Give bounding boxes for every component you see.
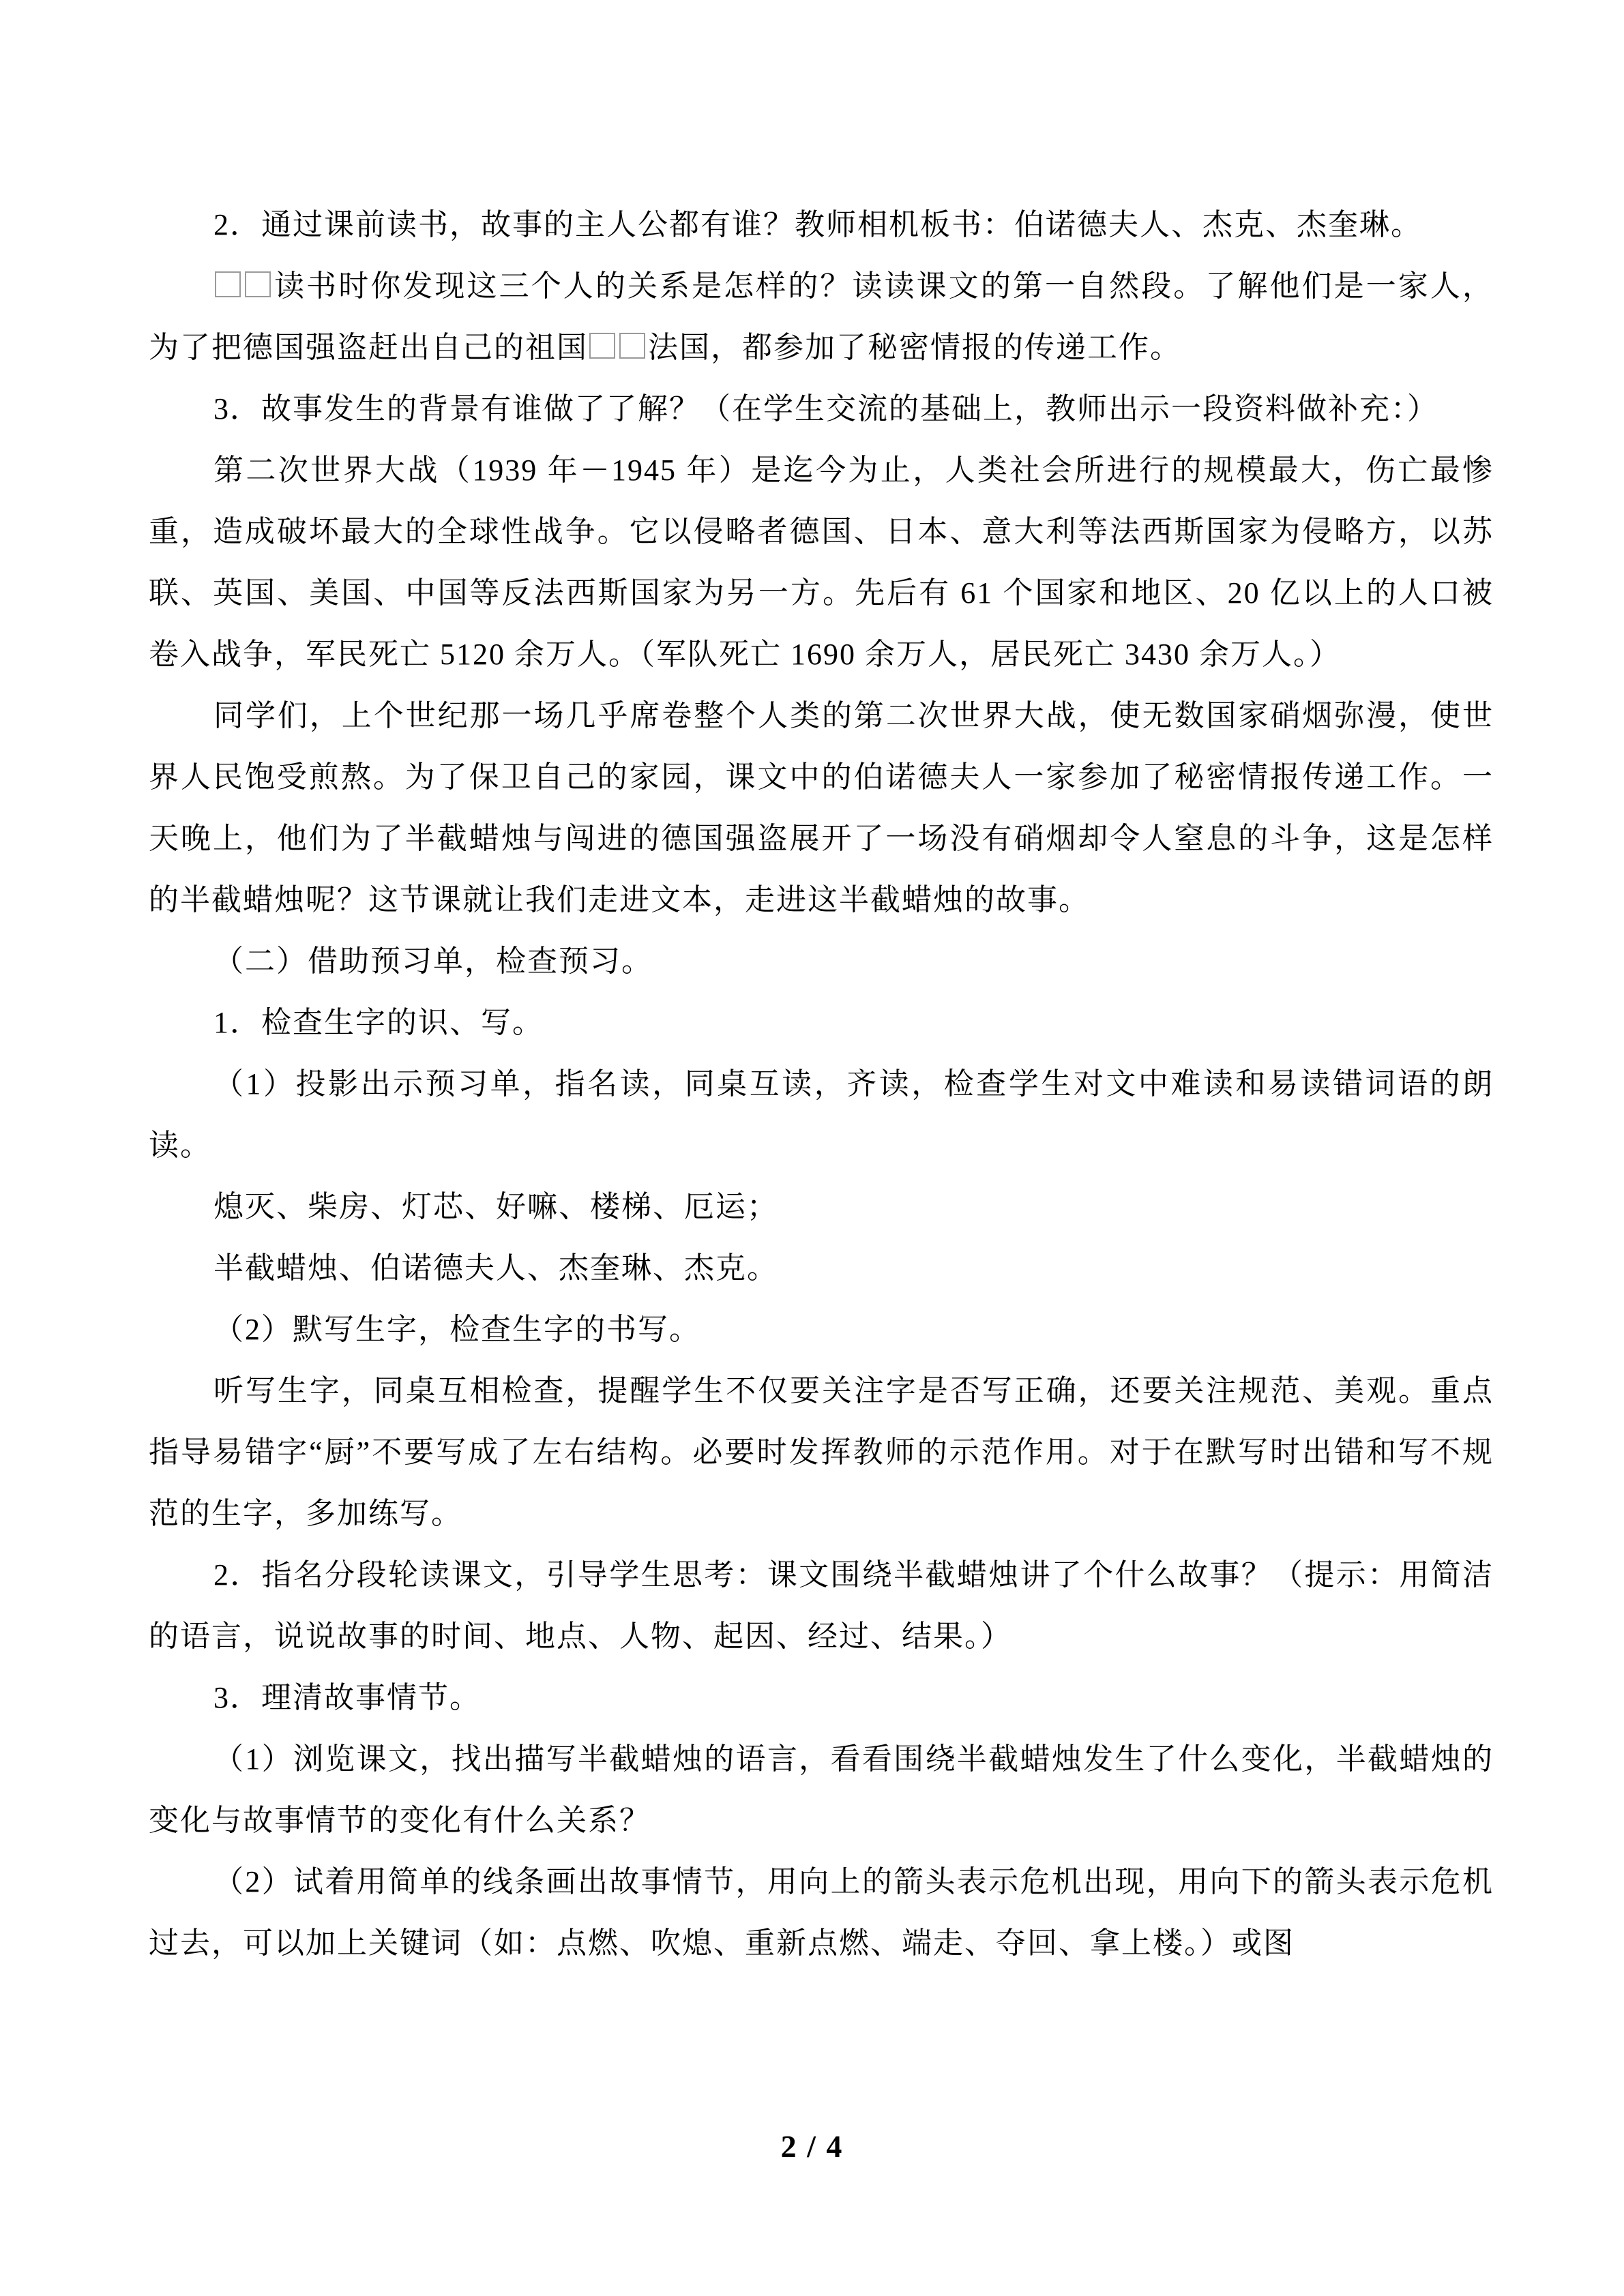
paragraph: （2）试着用简单的线条画出故事情节，用向上的箭头表示危机出现，用向下的箭头表示危机过去，可以加上关键词（如：点燃、吹熄、重新点燃、端走、夺回、拿上楼。）或图: [149, 1865, 1494, 1960]
paragraph: 熄灭、柴房、灯芯、好嘛、楼梯、厄运；: [213, 1190, 778, 1223]
paragraph: 1．检查生字的识、写。: [213, 1006, 544, 1039]
paragraph: 听写生字，同桌互相检查，提醒学生不仅要关注字是否写正确，还要关注规范、美观。重点指导易错字“厨”不要写成了左右结构。必要时发挥教师的示范作用。对于在默写时出错和写不规范的生字，多加练写。: [149, 1374, 1494, 1530]
paragraph: 同学们，上个世纪那一场几乎席卷整个人类的第二次世界大战，使无数国家硝烟弥漫，使世界人民饱受煎熬。为了保卫自己的家园，课文中的伯诺德夫人一家参加了秘密情报传递工作。一天晚上，他们为了半截蜡烛与闯进的德国强盗展开了一场没有硝烟却令人窒息的斗争，这是怎样的半截蜡烛呢？这节课就让我们走进文本，走进这半截蜡烛的故事。: [149, 699, 1494, 916]
paragraph: （2）默写生字，检查生字的书写。: [213, 1313, 700, 1346]
missing-glyph-box: [589, 333, 615, 359]
paragraph: 3．理清故事情节。: [213, 1681, 481, 1714]
paragraph: （二）借助预习单，检查预习。: [213, 944, 653, 978]
paragraph: （1）投影出示预习单，指名读，同桌互读，齐读，检查学生对文中难读和易读错词语的朗读。: [149, 1067, 1494, 1162]
paragraph: 读书时你发现这三个人的关系是怎样的？读读课文的第一自然段。了解他们是一家人，为了把德国强盗赶出自己的祖国 法国，都参加了秘密情报的传递工作。: [149, 269, 1494, 364]
paragraph: 2．指名分段轮读课文，引导学生思考：课文围绕半截蜡烛讲了个什么故事？（提示：用简洁的语言，说说故事的时间、地点、人物、起因、经过、结果。）: [149, 1558, 1494, 1653]
page-number: 2 / 4: [780, 2129, 844, 2164]
paragraph: 2．通过课前读书，故事的主人公都有谁？教师相机板书：伯诺德夫人、杰克、杰奎琳。: [213, 208, 1422, 241]
document-body: [149, 194, 1494, 1974]
paragraph: 3．故事发生的背景有谁做了了解？（在学生交流的基础上，教师出示一段资料做补充：）: [213, 392, 1438, 426]
paragraph: 第二次世界大战（1939 年－1945 年）是迄今为止，人类社会所进行的规模最大，伤亡最惨重，造成破坏最大的全球性战争。它以侵略者德国、日本、意大利等法西斯国家为侵略方，以苏联、英国、美国、中国等反法西斯国家为另一方。先后有 61 个国家和地区、20 亿以上的人口被卷入战争，军民死亡 5120 余万人。（军队死亡 1690 余万人，居民死亡 3430 余万人。）: [149, 453, 1494, 671]
paragraph: 半截蜡烛、伯诺德夫人、杰奎琳、杰克。: [213, 1251, 778, 1285]
missing-glyph-box: [215, 271, 241, 297]
missing-glyph-box: [619, 333, 645, 359]
paragraph: （1）浏览课文，找出描写半截蜡烛的语言，看看围绕半截蜡烛发生了什么变化，半截蜡烛的变化与故事情节的变化有什么关系？: [149, 1742, 1494, 1837]
missing-glyph-box: [245, 271, 271, 297]
